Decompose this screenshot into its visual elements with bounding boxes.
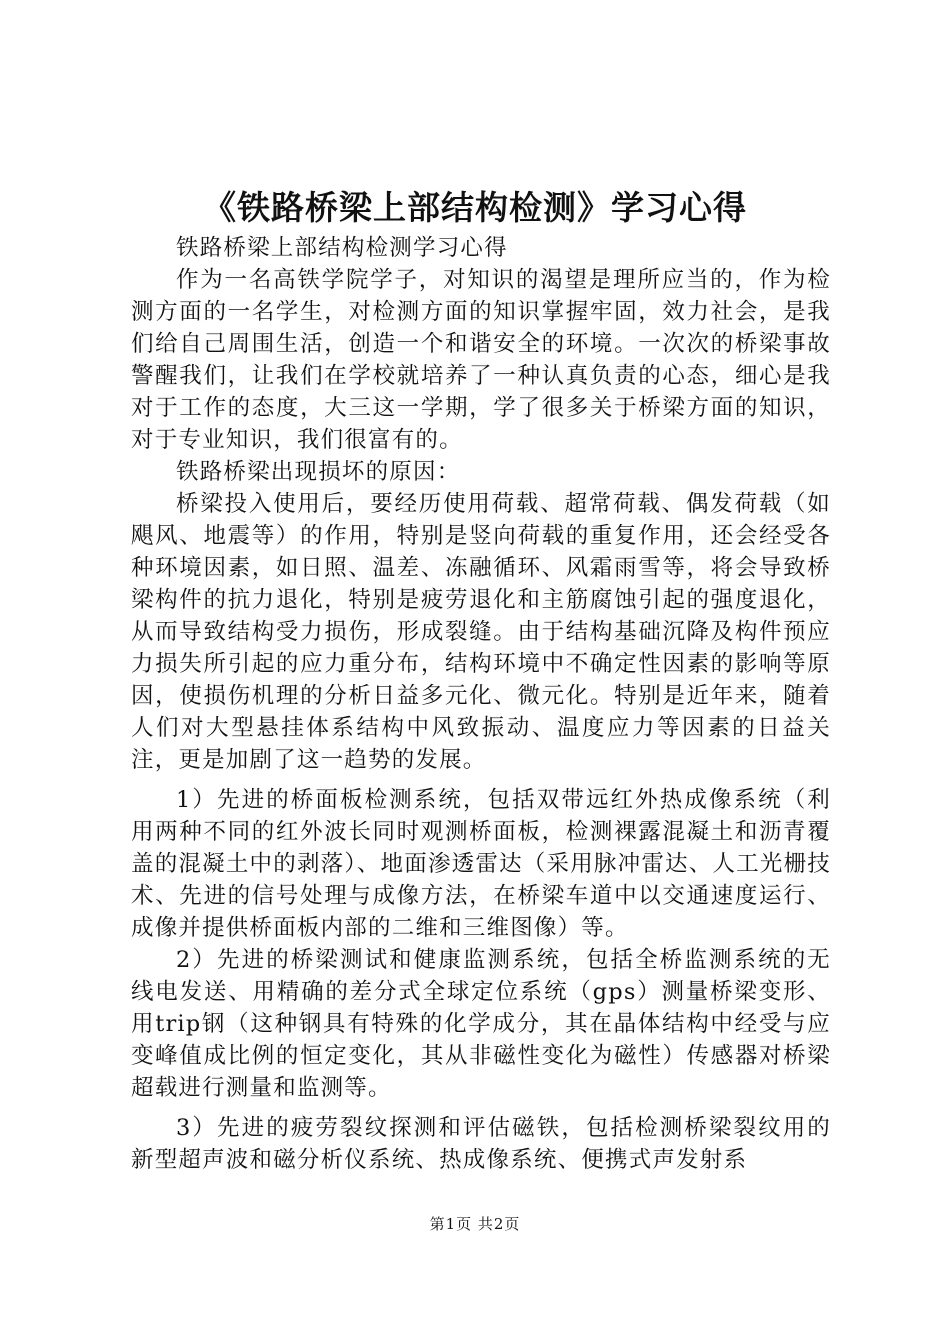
paragraph-item-2: 2）先进的桥梁测试和健康监测系统，包括全桥监测系统的无线电发送、用精确的差分式全球定位系统（gps）测量桥梁变形、用trip钢（这种钢具有特殊的化学成分，其在晶体结构中经受与应变峰值成比例的恒定变化，其从非磁性变化为磁性）传感器对桥梁超载进行测量和监测等。	[131, 947, 831, 1101]
paragraph-cause-heading: 铁路桥梁出现损坏的原因：	[176, 459, 461, 485]
paragraph-cause-detail: 桥梁投入使用后，要经历使用荷载、超常荷载、偶发荷载（如飓风、地震等）的作用，特别是竖向荷载的重复作用，还会经受各种环境因素，如日照、温差、冻融循环、风霜雨雪等，将会导致桥梁构件的抗力退化，特别是疲劳退化和主筋腐蚀引起的强度退化，从而导致结构受力损伤，形成裂缝。由于结构基础沉降及构件预应力损失所引起的应力重分布，结构环境中不确定性因素的影响等原因，使损伤机理的分析日益多元化、微元化。特别是近年来，随着人们对大型悬挂体系结构中风致振动、温度应力等因素的日益关注，更是加剧了这一趋势的发展。	[131, 491, 831, 773]
paragraph-item-1: 1）先进的桥面板检测系统，包括双带远红外热成像系统（利用两种不同的红外波长同时观测桥面板，检测裸露混凝土和沥青覆盖的混凝土中的剥落）、地面渗透雷达（采用脉冲雷达、人工光栅技术、先进的信号处理与成像方法，在桥梁车道中以交通速度运行、成像并提供桥面板内部的二维和三维图像）等。	[131, 787, 831, 941]
document-body	[131, 232, 831, 1176]
page-number-footer: 第1页 共2页	[429, 1215, 521, 1233]
paragraph-subtitle: 铁路桥梁上部结构检测学习心得	[176, 235, 508, 261]
document-title: 《铁路桥梁上部结构检测》学习心得	[203, 188, 747, 227]
paragraph-item-3: 3）先进的疲劳裂纹探测和评估磁铁，包括检测桥梁裂纹用的新型超声波和磁分析仪系统、热成像系统、便携式声发射系	[131, 1115, 831, 1173]
paragraph-intro: 作为一名高铁学院学子，对知识的渴望是理所应当的，作为检测方面的一名学生，对检测方面的知识掌握牢固，效力社会，是我们给自己周围生活，创造一个和谐安全的环境。一次次的桥梁事故警醒我们，让我们在学校就培养了一种认真负责的心态，细心是我对于工作的态度，大三这一学期，学了很多关于桥梁方面的知识，对于专业知识，我们很富有的。	[131, 267, 831, 453]
